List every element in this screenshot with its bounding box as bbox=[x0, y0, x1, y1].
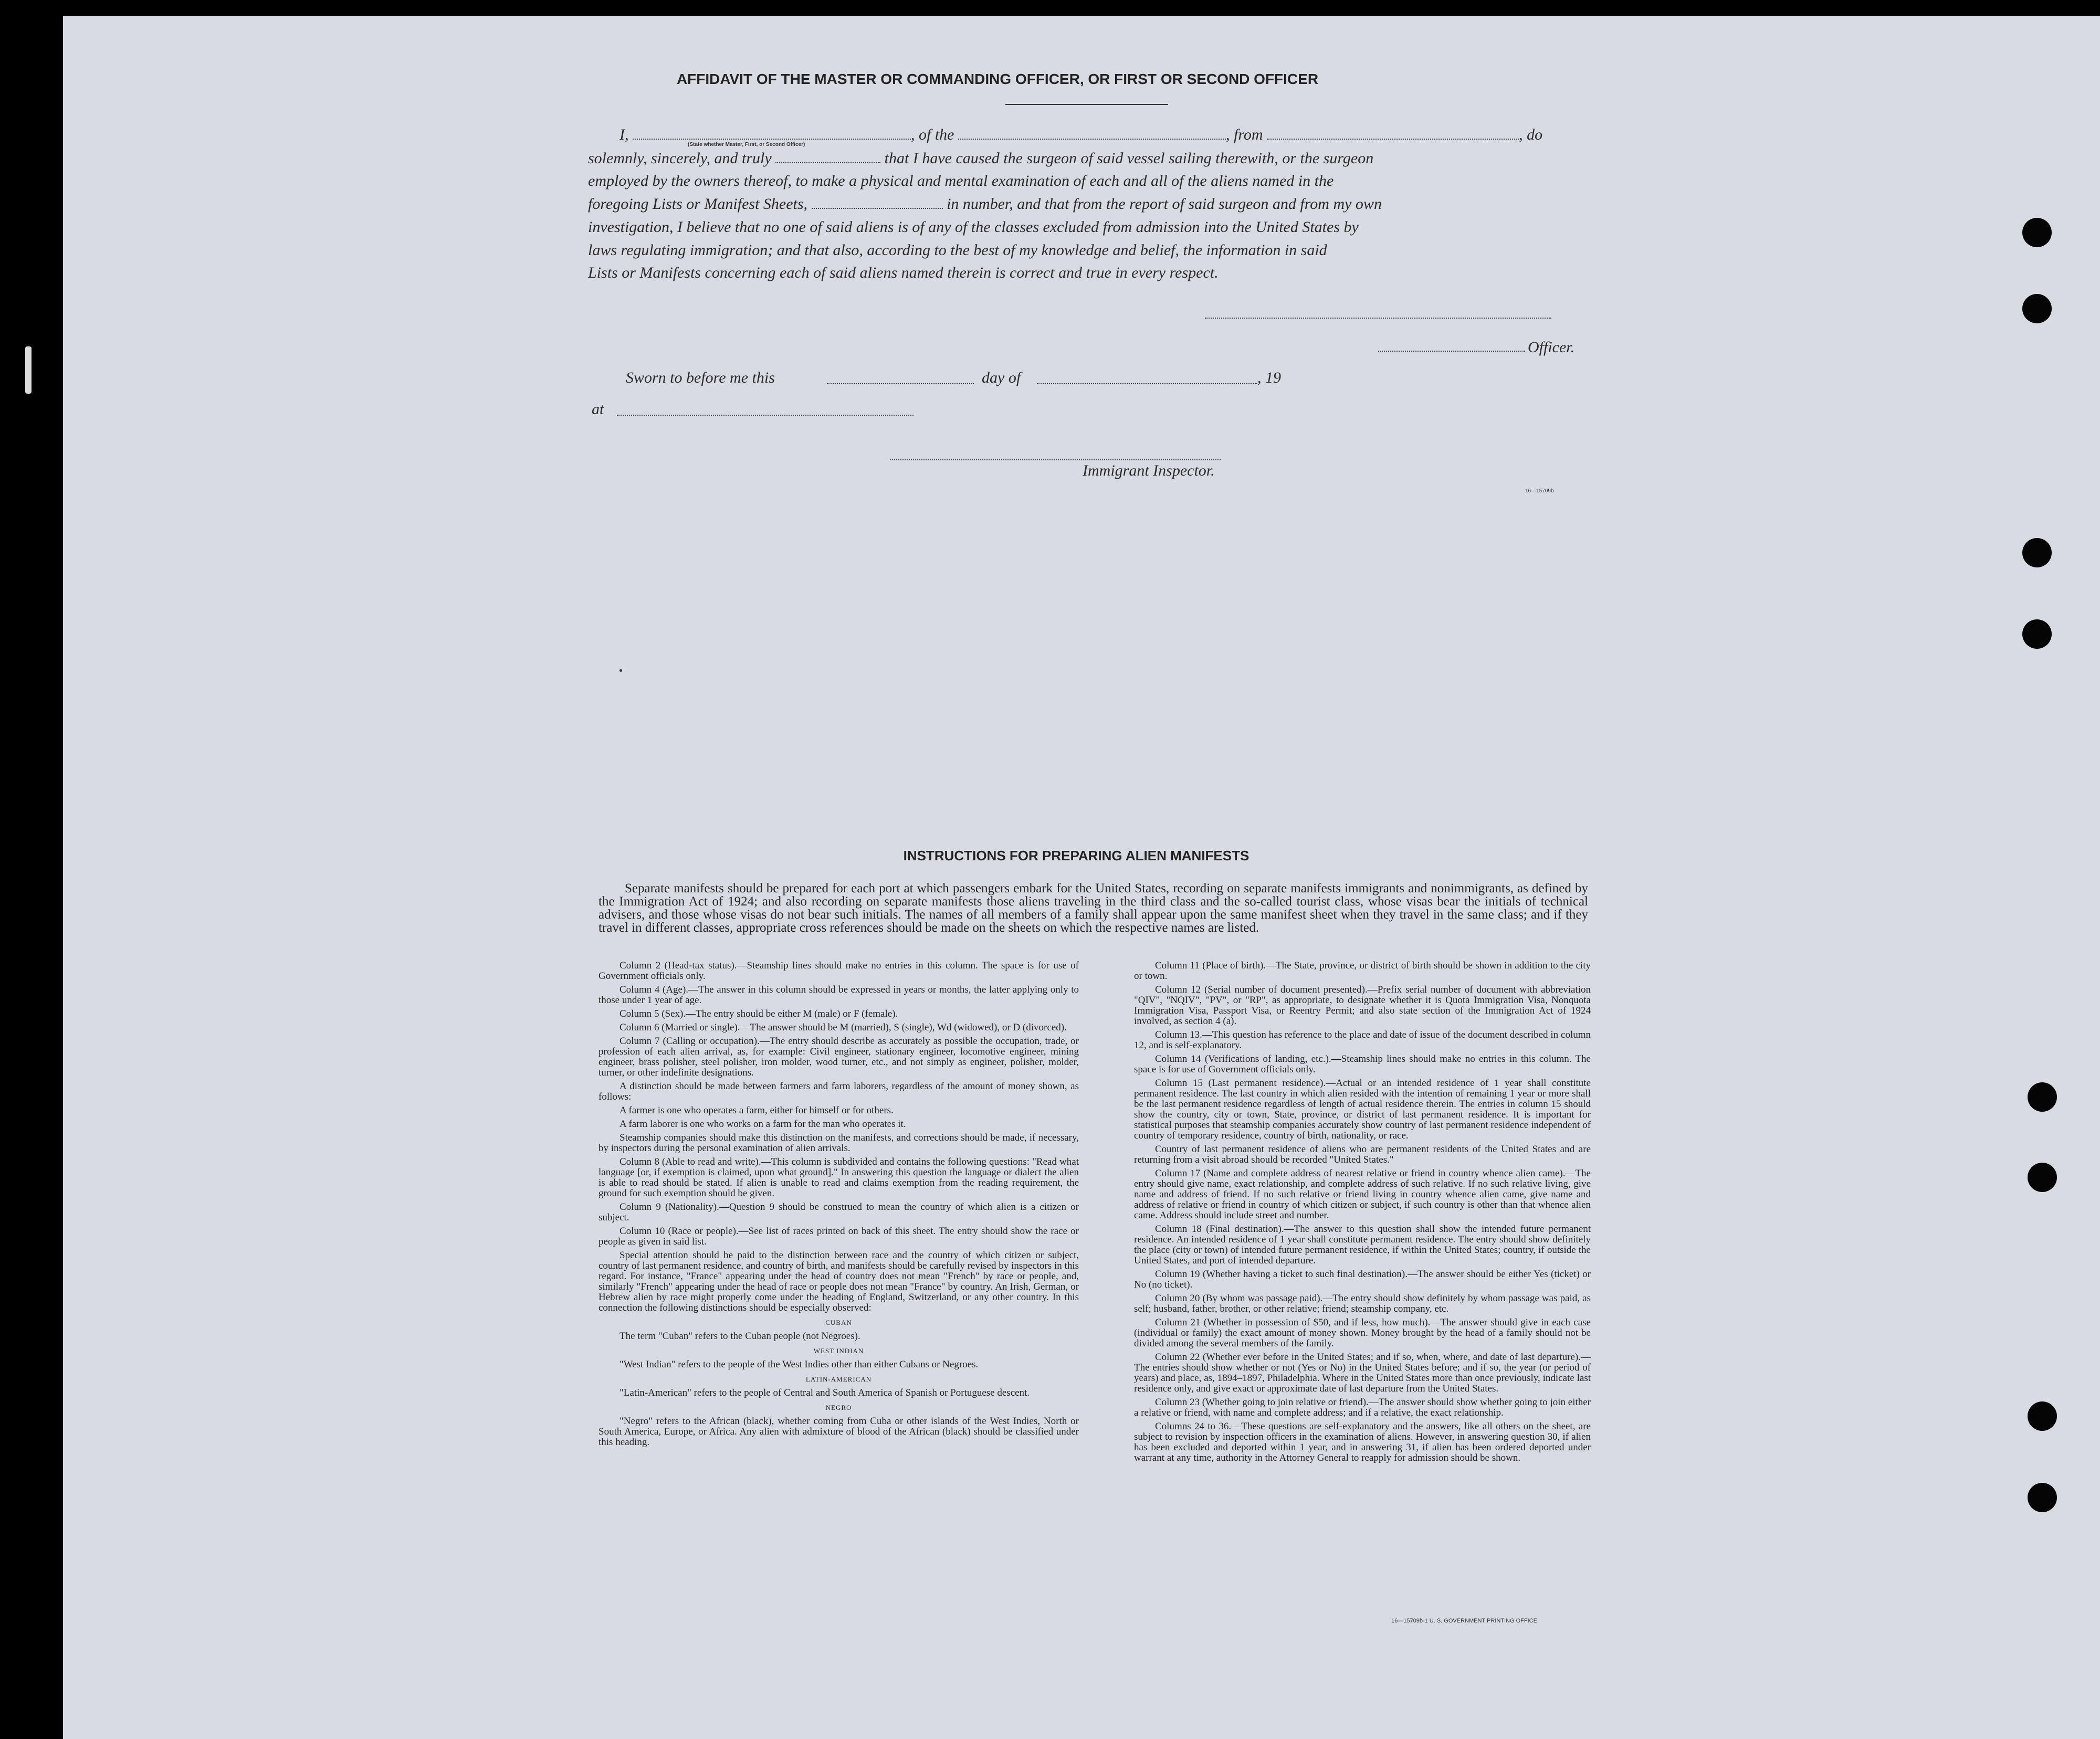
instruction-paragraph: "West Indian" refers to the people of the West Indies other than either Cubans or Negroes. bbox=[620, 1359, 979, 1370]
instruction-paragraph: Column 12 (Serial number of document presented).—Prefix serial number of document with abbreviation "QIV", "NQIV", "PV", or "RP", as appropriate, to designate whether it is Quota Immigration Visa, Nonquota Immigration Visa, Passport Visa, or Reentry Permit; and also state section of the Immigration Act of 1924 involved, as section 4 (a). bbox=[1134, 984, 1591, 1027]
punch-hole bbox=[2028, 1401, 2057, 1431]
instruction-paragraph: Column 9 (Nationality).—Question 9 should be construed to mean the country of which alien is a citizen or subject. bbox=[598, 1202, 1079, 1223]
affidavit-text: in number, and that from the report of said surgeon and from my own bbox=[947, 195, 1382, 213]
at-label: at bbox=[592, 401, 604, 418]
punch-hole bbox=[2022, 294, 2052, 323]
instruction-paragraph: Columns 24 to 36.—These questions are self-explanatory and the answers, like all others on the sheet, are subject to revision by inspection officers in the examination of aliens. However, in answering question 30, if alien has been excluded and deported within 1 year, and in answering 31, if alien has been ordered deported under warrant at any time, authority in the Attorney General to reapply for admission should be shown. bbox=[1134, 1421, 1591, 1463]
instruction-paragraph: Column 10 (Race or people).—See list of races printed on back of this sheet. The entry should show the race or people as given in said list. bbox=[598, 1226, 1079, 1247]
instruction-paragraph: Column 22 (Whether ever before in the United States; and if so, when, where, and date of last departure).—The entries should show whether or not (Yes or No) in the United States before; and if so, the year (or period of years) and place, as, 1894–1897, Philadelphia. Where in the United States more than once previously, indicate last residence only, and give exact or approximate date of last departure from the United States. bbox=[1134, 1352, 1591, 1394]
instruction-paragraph: Column 23 (Whether going to join relative or friend).—The answer should show whether going to join either a relative or friend, with name and complete address; and if a relative, the exact relationship. bbox=[1134, 1397, 1591, 1418]
affidavit-text: , of the bbox=[911, 126, 954, 143]
affidavit-line-2 bbox=[588, 150, 1586, 167]
affidavit-text: solemnly, sincerely, and truly bbox=[588, 150, 772, 167]
officer-label: Officer. bbox=[1528, 339, 1575, 356]
instruction-paragraph: Column 6 (Married or single).—The answer should be M (married), S (single), Wd (widowed), or D (divorced). bbox=[620, 1022, 1067, 1033]
affidavit-text: , do bbox=[1519, 126, 1543, 143]
instruction-paragraph: Column 8 (Able to read and write).—This column is subdivided and contains the following questions: "Read what language [or, if exemption is claimed, upon what ground]." In answering this question the language or dialect the alien is able to read should be stated. If alien is unable to read and claims exemption from the reading requirement, the ground for such exemption should be given. bbox=[598, 1156, 1079, 1199]
affidavit-line-1 bbox=[588, 126, 1586, 144]
instruction-paragraph: Column 4 (Age).—The answer in this column should be expressed in years or months, the latter applying only to those under 1 year of age. bbox=[598, 984, 1079, 1006]
instruction-paragraph: Column 20 (By whom was passage paid).—The entry should show definitely by whom passage was paid, as self; husband, father, brother, or other relative; friend; steamship company, etc. bbox=[1134, 1293, 1591, 1314]
instructions-right-column bbox=[1134, 961, 1591, 1467]
instruction-paragraph: Steamship companies should make this distinction on the manifests, and corrections should be made, if necessary, by inspectors during the personal examination of alien arrivals. bbox=[598, 1132, 1079, 1154]
sworn-text: Sworn to before me this bbox=[626, 369, 775, 386]
affidavit-title: AFFIDAVIT OF THE MASTER OR COMMANDING OFFICER, OR FIRST OR SECOND OFFICER bbox=[676, 71, 1319, 87]
instruction-paragraph: Column 14 (Verifications of landing, etc.).—Steamship lines should make no entries in this column. The space is for use of Government officials only. bbox=[1134, 1053, 1591, 1075]
affirm-field[interactable] bbox=[775, 151, 880, 163]
affidavit-line-4 bbox=[588, 195, 1586, 213]
instruction-paragraph: Column 7 (Calling or occupation).—The entry should describe as accurately as possible the occupation, trade, or profession of each alien arrival, as, for example: Civil engineer, stationary engineer, locomotive engineer, mining engineer, brass polisher, steel polisher, iron molder, wood turner, etc., and not simply as engineer, polisher, molder, turner, or other indefinite designations. bbox=[598, 1036, 1079, 1078]
instruction-paragraph: Column 11 (Place of birth).—The State, province, or district of birth should be shown in addition to the city or town. bbox=[1134, 960, 1591, 982]
affidavit-line-6: laws regulating immigration; and that also, according to the best of my knowledge and belief, the information in said bbox=[588, 241, 1327, 259]
instruction-paragraph: Column 5 (Sex).—The entry should be either M (male) or F (female). bbox=[620, 1008, 898, 1019]
heading-latin-american: LATIN-AMERICAN bbox=[805, 1375, 872, 1383]
punch-hole bbox=[2028, 1163, 2057, 1192]
instruction-paragraph: Column 2 (Head-tax status).—Steamship lines should make no entries in this column. The space is for use of Government officials only. bbox=[598, 960, 1079, 982]
instruction-paragraph: The term "Cuban" refers to the Cuban people (not Negroes). bbox=[620, 1331, 860, 1342]
port-from-field[interactable] bbox=[1267, 127, 1519, 140]
instructions-intro: Separate manifests should be prepared for each port at which passengers embark for the United States, recording on separate manifests immigrants and nonimmigrants, as defined by the Immigration Act of 1924; and also recording on separate manifests those aliens traveling in the third class and the so-called tourist class, whose visas bear the initials of technical advisers, and those whose visas do not bear such initials. The names of all members of a family shall appear upon the same manifest sheet when they travel in the same class; and if they travel in different classes, appropriate cross references should be made on the sheets on which the respective names are listed. bbox=[598, 881, 1588, 935]
alien-count-field[interactable] bbox=[812, 196, 943, 209]
affidavit-line-5: investigation, I believe that no one of said aliens is of any of the classes excluded from admission into the United States by bbox=[588, 218, 1359, 236]
place-field[interactable] bbox=[617, 415, 914, 416]
title-underline bbox=[1005, 104, 1168, 105]
instruction-paragraph: Column 19 (Whether having a ticket to such final destination).—The answer should be either Yes (ticket) or No (no ticket). bbox=[1134, 1269, 1591, 1290]
instruction-paragraph: Column 13.—This question has reference to the place and date of issue of the document described in column 12, and is self-explanatory. bbox=[1134, 1029, 1591, 1051]
sworn-month-field[interactable] bbox=[1037, 383, 1257, 384]
form-number: 16—15709b bbox=[1525, 488, 1554, 494]
ink-speck bbox=[25, 346, 32, 394]
sworn-year-prefix: , 19 bbox=[1257, 369, 1281, 386]
heading-west-indian: WEST INDIAN bbox=[813, 1347, 864, 1355]
punch-hole bbox=[2022, 619, 2052, 649]
sworn-day-field[interactable] bbox=[827, 383, 974, 384]
instructions-left-column bbox=[598, 961, 1079, 1451]
officer-name-line[interactable] bbox=[1378, 351, 1525, 352]
instruction-paragraph: Column 18 (Final destination).—The answer to this question shall show the intended future permanent residence. An intended residence of 1 year shall constitute permanent residence. The entry should show definitely the place (city or town) of intended future permanent residence, if within the United States; country, if outside the United States, and port of intended departure. bbox=[1134, 1224, 1591, 1266]
printing-office-footer: 16—15709b-1 U. S. GOVERNMENT PRINTING OFFICE bbox=[1391, 1618, 1537, 1624]
instruction-paragraph: "Negro" refers to the African (black), whether coming from Cuba or other islands of the West Indies, North or South America, Europe, or Africa. Any alien with admixture of blood of the African (black) should be classified under this heading. bbox=[598, 1416, 1079, 1448]
officer-rank-field[interactable] bbox=[633, 127, 911, 140]
instruction-paragraph: A farm laborer is one who works on a farm for the man who operates it. bbox=[620, 1119, 906, 1130]
instruction-paragraph: A distinction should be made between farmers and farm laborers, regardless of the amount of money shown, as follows: bbox=[598, 1081, 1079, 1102]
inspector-signature-line[interactable] bbox=[890, 459, 1221, 460]
punch-hole bbox=[2022, 218, 2052, 247]
affidavit-text: , from bbox=[1226, 126, 1263, 143]
instruction-paragraph: Column 21 (Whether in possession of $50, and if less, how much).—The answer should give in each case (individual or family) the exact amount of money shown. Money brought by the head of a family should not be divided among the several members of the family. bbox=[1134, 1317, 1591, 1349]
vessel-name-field[interactable] bbox=[958, 127, 1226, 140]
heading-negro: NEGRO bbox=[825, 1404, 852, 1411]
affidavit-text: that I have caused the surgeon of said vessel sailing therewith, or the surgeon bbox=[884, 150, 1374, 167]
instruction-paragraph: Column 17 (Name and complete address of nearest relative or friend in country whence alien came).—The entry should give name, exact relationship, and complete address of such relative. If no such relative living, give name and address of friend. If no such relative or friend living in country whence alien came, give name and address of relative or friend in country of which citizen or subject, if such country is other than that whence alien came. Address should include street and number. bbox=[1134, 1168, 1591, 1221]
sworn-day-of: day of bbox=[982, 369, 1021, 386]
inspector-label: Immigrant Inspector. bbox=[1083, 462, 1215, 479]
instruction-paragraph: A farmer is one who operates a farm, either for himself or for others. bbox=[620, 1105, 894, 1116]
instruction-paragraph: Country of last permanent residence of aliens who are permanent residents of the United States and are returning from a visit abroad should be recorded "United States." bbox=[1134, 1144, 1591, 1165]
officer-signature-line[interactable] bbox=[1205, 318, 1551, 319]
instruction-paragraph: "Latin-American" refers to the people of Central and South America of Spanish or Portuguese descent. bbox=[620, 1387, 1030, 1398]
affidavit-text: I, bbox=[620, 126, 629, 143]
affidavit-line-7: Lists or Manifests concerning each of said aliens named therein is correct and true in every respect. bbox=[588, 264, 1219, 281]
affidavit-line-3: employed by the owners thereof, to make a physical and mental examination of each and all of the aliens named in the bbox=[588, 172, 1334, 189]
heading-cuban: CUBAN bbox=[825, 1319, 852, 1326]
instruction-paragraph: Special attention should be paid to the distinction between race and the country of which citizen or subject, country of last permanent residence, and country of birth, and manifests should be carefully revised by inspectors in this regard. For instance, "France" appearing under the head of country does not mean "French" by race or people, and, similarly "French" appearing under the head of race or people does not mean "France" by country. An Irish, German, or Hebrew alien by race might properly come under the heading of England, Switzerland, or any other country. In this connection the following distinctions should be especially observed: bbox=[598, 1250, 1079, 1313]
officer-rank-note: (State whether Master, First, or Second Officer) bbox=[688, 142, 805, 147]
punch-hole bbox=[2022, 538, 2052, 567]
punch-hole bbox=[2028, 1082, 2057, 1112]
ink-speck bbox=[620, 669, 622, 672]
punch-hole bbox=[2028, 1483, 2057, 1512]
instruction-paragraph: Column 15 (Last permanent residence).—Actual or an intended residence of 1 year shall constitute permanent residence. The last country in which alien resided with the intention of remaining 1 year or more shall be the last permanent residence regardless of length of actual residence therein. The entries in column 15 should show the country, city or town, State, province, or district of last permanent residence. It is important for statistical purposes that steamship companies accurately show country of last permanent residence independent of country of temporary residence, country of birth, nationality, or race. bbox=[1134, 1078, 1591, 1141]
instructions-title: INSTRUCTIONS FOR PREPARING ALIEN MANIFESTS bbox=[903, 848, 1250, 863]
affidavit-text: foregoing Lists or Manifest Sheets, bbox=[588, 195, 808, 213]
